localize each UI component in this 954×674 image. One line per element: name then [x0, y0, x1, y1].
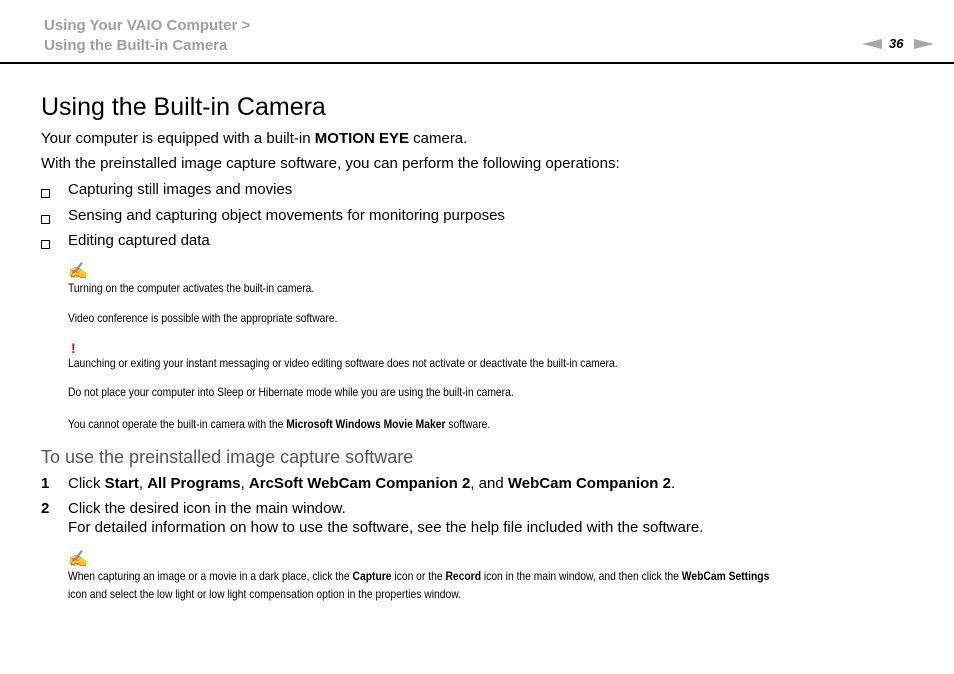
section-subheading: To use the preinstalled image capture software — [41, 447, 414, 467]
note-text: icon and select the low light or low light compensation option in the properties window. — [68, 587, 461, 601]
warning-text — [68, 417, 490, 432]
warning-text: Launching or exiting your instant messaging or video editing software does not activate or deactivate the built-in camera. — [68, 356, 618, 370]
webcam-settings-label: WebCam Settings — [681, 569, 770, 583]
bullet-checkbox-icon — [41, 185, 50, 203]
step-text — [68, 474, 675, 493]
warning-text-part: software. — [445, 417, 491, 431]
note-text — [68, 569, 769, 584]
next-page-icon[interactable] — [914, 39, 934, 49]
bullet-item: Capturing still images and movies — [68, 181, 293, 198]
warning-text-part: You cannot operate the built-in camera with the — [68, 417, 287, 431]
step-text-part: , and — [470, 475, 508, 492]
menu-all-programs: All Programs — [147, 475, 241, 492]
step-text: Click the desired icon in the main window. — [68, 500, 346, 517]
note-text: Video conference is possible with the appropriate software. — [68, 311, 338, 325]
bullet-item: Editing captured data — [68, 232, 210, 249]
previous-page-icon[interactable] — [862, 39, 882, 49]
step-text-part: . — [670, 475, 676, 492]
bullet-item: Sensing and capturing object movements for monitoring purposes — [68, 207, 505, 224]
note-text-part: icon or the — [391, 569, 446, 583]
bullet-checkbox-icon — [41, 236, 50, 254]
note-text: Turning on the computer activates the built-in camera. — [68, 281, 315, 295]
software-name: Microsoft Windows Movie Maker — [286, 417, 446, 431]
breadcrumb-parent: Using Your VAIO Computer > — [44, 17, 251, 34]
step-text-part: , — [240, 475, 249, 492]
step-number: 2 — [41, 500, 50, 517]
step-text-part: , — [138, 475, 148, 492]
intro-text-end: camera. — [408, 130, 468, 147]
pencil-note-icon: ✍ — [68, 551, 88, 568]
page-number: 36 — [889, 36, 904, 51]
intro-text: Your computer is equipped with a built-in — [41, 130, 315, 147]
menu-start: Start — [104, 475, 139, 492]
intro-line-1 — [41, 129, 467, 148]
bullet-checkbox-icon — [41, 211, 50, 229]
step-number: 1 — [41, 475, 50, 492]
warning-icon: ! — [71, 340, 76, 356]
capture-label: Capture — [352, 569, 392, 583]
record-label: Record — [445, 569, 482, 583]
menu-webcam-companion: WebCam Companion 2 — [507, 475, 671, 492]
breadcrumb-current: Using the Built-in Camera — [44, 37, 228, 54]
menu-arcsoft: ArcSoft WebCam Companion 2 — [248, 475, 471, 492]
page-title: Using the Built-in Camera — [41, 93, 326, 121]
pencil-note-icon: ✍ — [68, 263, 88, 280]
warning-text: Do not place your computer into Sleep or Hibernate mode while you are using the built-in camera. — [68, 385, 514, 399]
header-divider — [0, 62, 954, 64]
note-text-part: icon in the main window, and then click the — [481, 569, 682, 583]
step-text-part: Click — [68, 475, 105, 492]
intro-line-2: With the preinstalled image capture software, you can perform the following operations: — [41, 155, 620, 172]
note-text-part: When capturing an image or a movie in a dark place, click the — [68, 569, 353, 583]
step-text: For detailed information on how to use the software, see the help file included with the software. — [68, 519, 704, 536]
product-name: MOTION EYE — [314, 130, 409, 147]
